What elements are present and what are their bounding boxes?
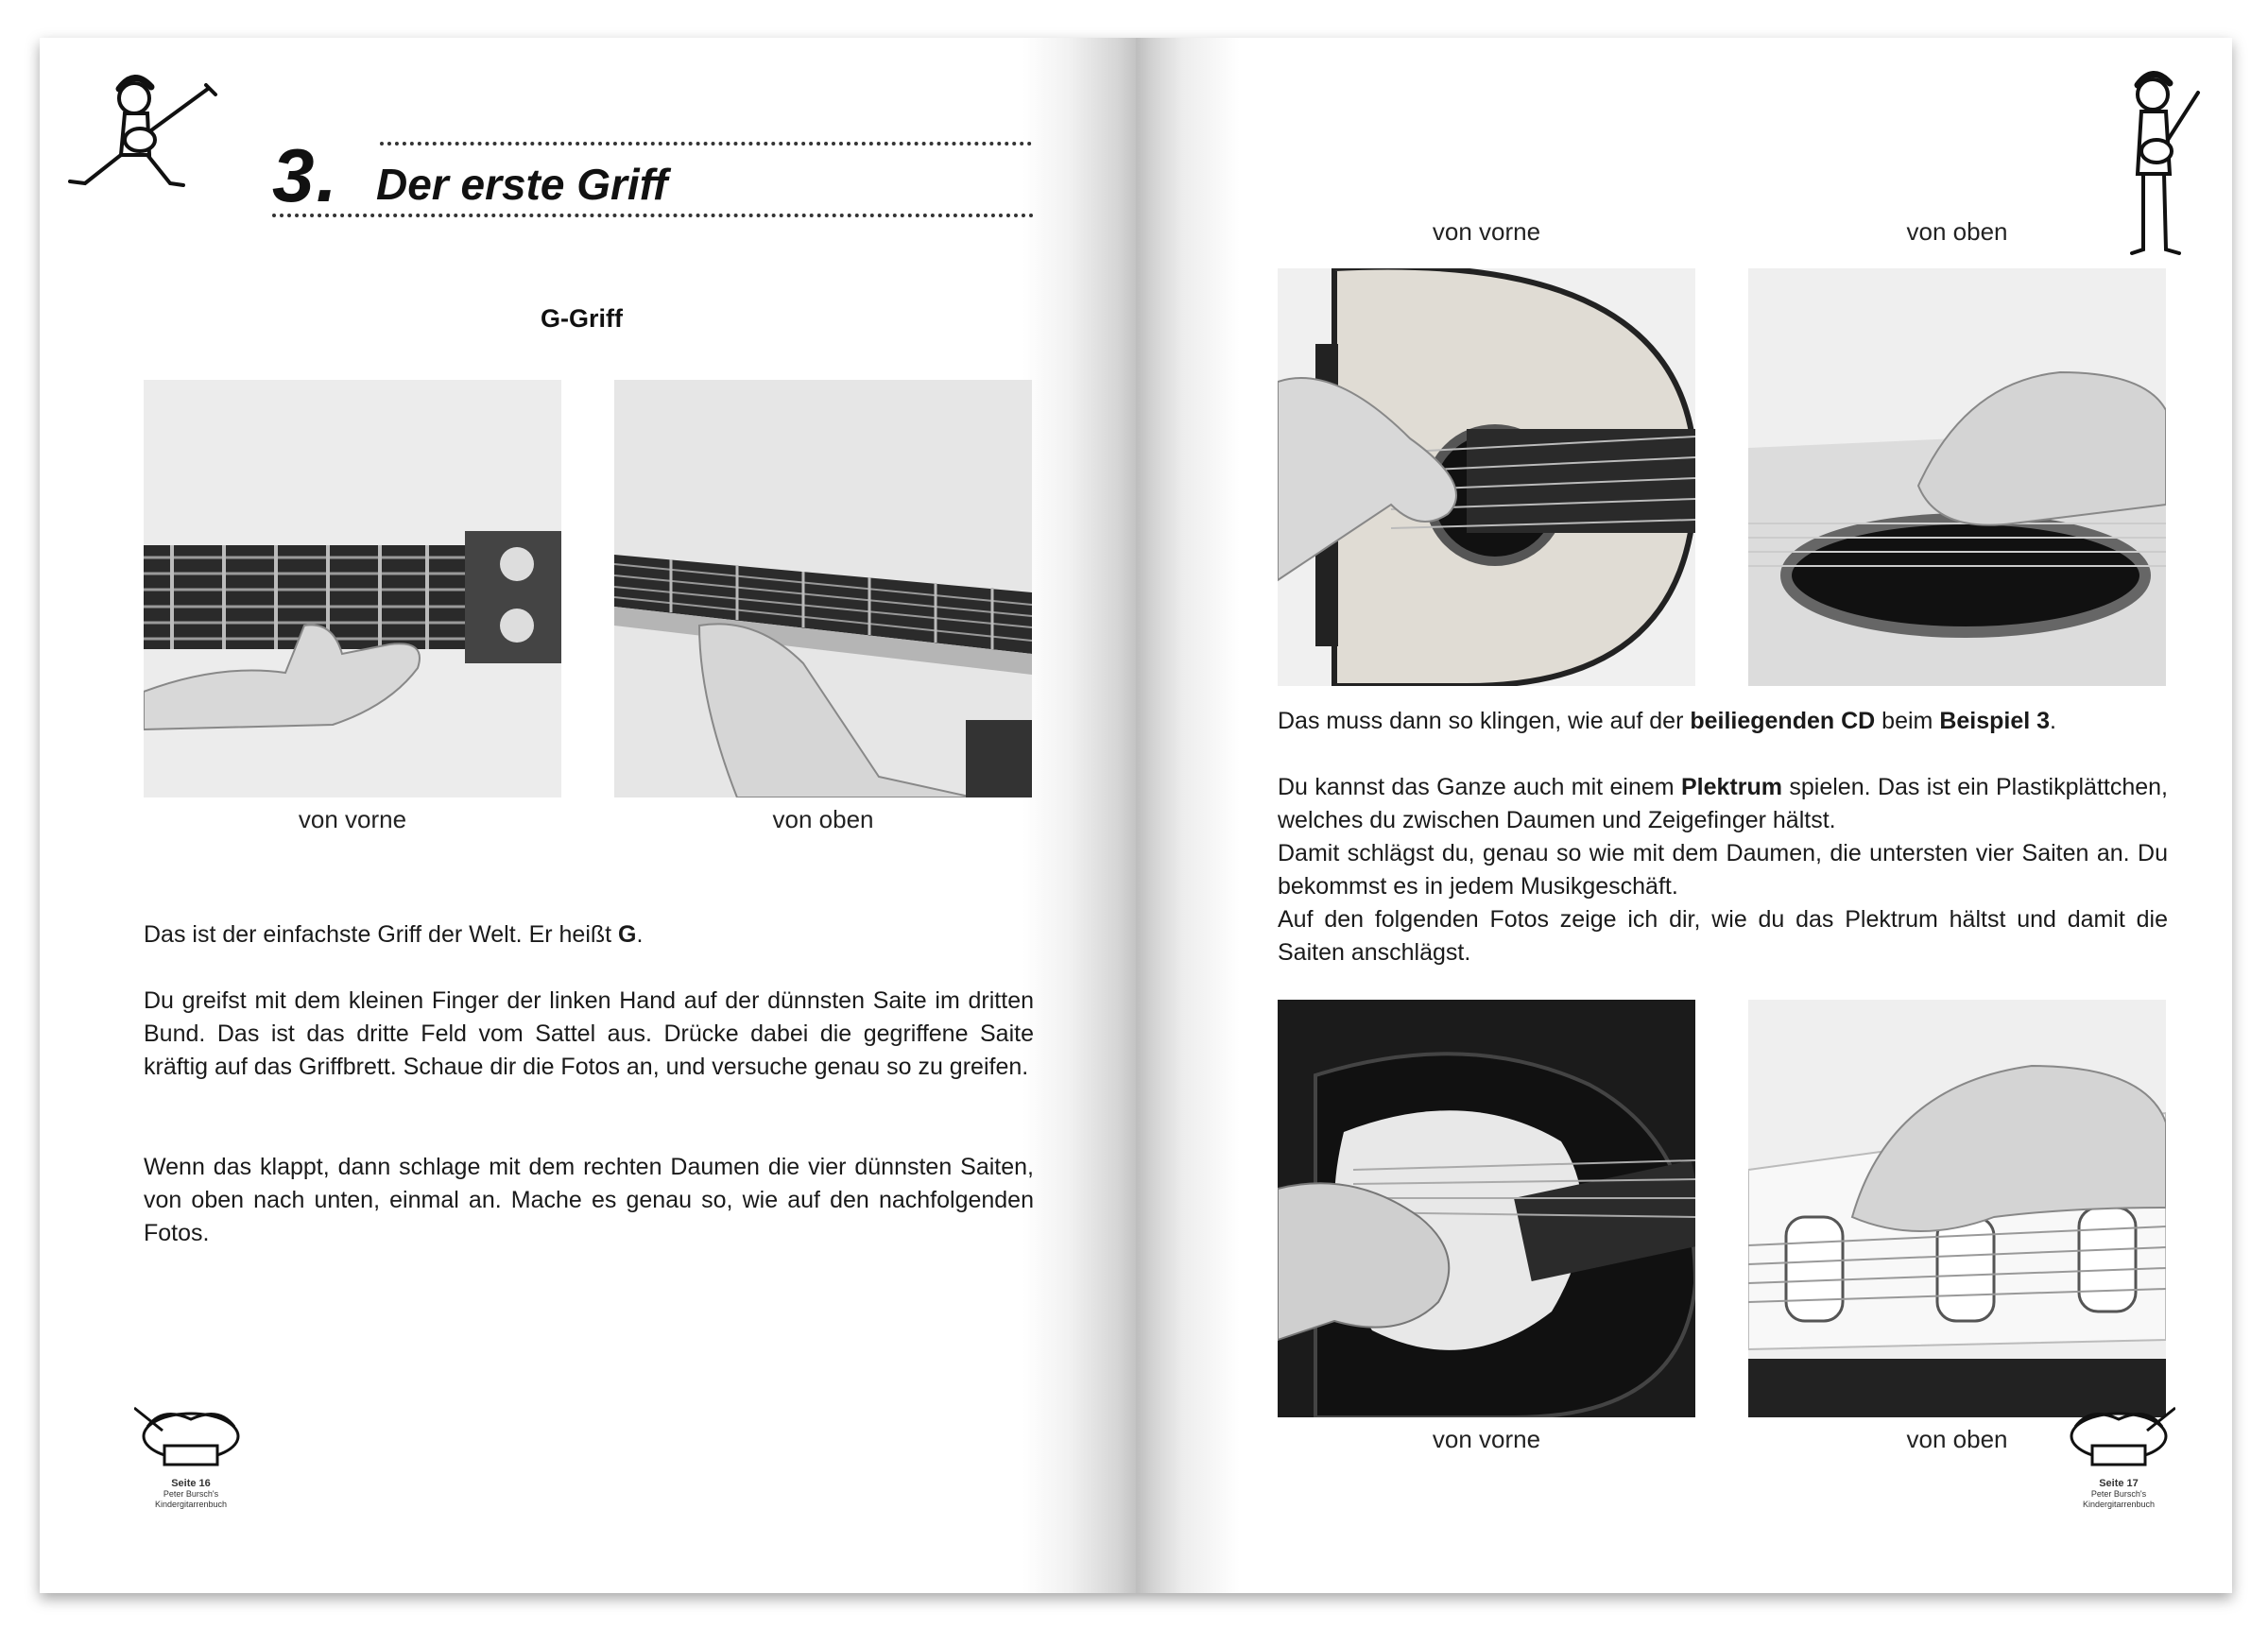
chapter-title: Der erste Griff [376,160,668,209]
footer-page-label: Seite 16 [171,1478,211,1489]
caption-top-left: von oben [772,805,874,833]
title-dotted-rule-top [380,142,1032,146]
right-paragraph-1: Das muss dann so klingen, wie auf der beiliegenden CD beim Beispiel 3. [1278,708,2056,734]
right-paragraph-2: Du kannst das Ganze auch mit einem Plektrum spielen. Das ist ein Plastikplättchen, welches du zwischen Daumen und Zeigefinger hältst. [1278,774,2169,833]
photo-g-chord-top [614,380,1032,797]
footer-book-line2: Kindergitarrenbuch [2082,1500,2156,1509]
caption-top-bottom-right: von oben [1906,1425,2008,1453]
caption-front-top-right: von vorne [1432,217,1541,246]
photo-electric-pick-top [1748,1000,2166,1417]
caption-front-left: von vorne [298,805,407,833]
guitar-logo-icon [2062,1398,2175,1474]
photo-acoustic-thumb-top [1748,268,2166,686]
book-spread [40,38,2232,1593]
guitar-mascot-icon [66,60,236,202]
title-dotted-rule-bottom [272,214,1034,217]
caption-front-bottom-right: von vorne [1432,1425,1541,1453]
chord-subheading: G-Griff [541,304,623,333]
photo-electric-pick-front [1278,1000,1695,1417]
paragraph-2: Du greifst mit dem kleinen Finger der linken Hand auf der dünnsten Saite im dritten Bund. Das ist das dritte Feld vom Sattel aus. Drücke dabei die gegriffene Saite kräftig auf das Griffbrett. Schaue dir die Fotos an, und versuche genau so zu greifen. [144,987,1034,1080]
right-paragraph-3: Damit schlägst du, genau so wie mit dem Daumen, die untersten vier Saiten an. Du bekommst es in jedem Musikgeschäft. [1278,840,2168,900]
guitar-logo-icon [134,1398,248,1474]
paragraph-3: Wenn das klappt, dann schlage mit dem rechten Daumen die vier dünnsten Saiten, von oben nach unten, einmal an. Mache es genau so, wie auf den nachfolgenden Fotos. [144,1154,1034,1246]
photo-g-chord-front [144,380,561,797]
footer-page-label: Seite 17 [2099,1478,2139,1489]
left-page [40,38,1136,1593]
right-paragraph-4: Auf den folgenden Fotos zeige ich dir, wie du das Plektrum hältst und damit die Saiten anschlägst. [1278,906,2168,966]
photo-acoustic-thumb-front [1278,268,1695,686]
footer-logo-left [134,1398,248,1510]
paragraph-1: Das ist der einfachste Griff der Welt. Er heißt G. [144,921,644,948]
right-page [1136,38,2232,1593]
footer-book-line1: Peter Bursch's [2090,1489,2147,1499]
chapter-number: 3. [272,133,339,217]
footer-book-line1: Peter Bursch's [163,1489,219,1499]
caption-top-top-right: von oben [1906,217,2008,246]
footer-logo-right [2062,1398,2175,1510]
footer-book-line2: Kindergitarrenbuch [154,1500,228,1509]
